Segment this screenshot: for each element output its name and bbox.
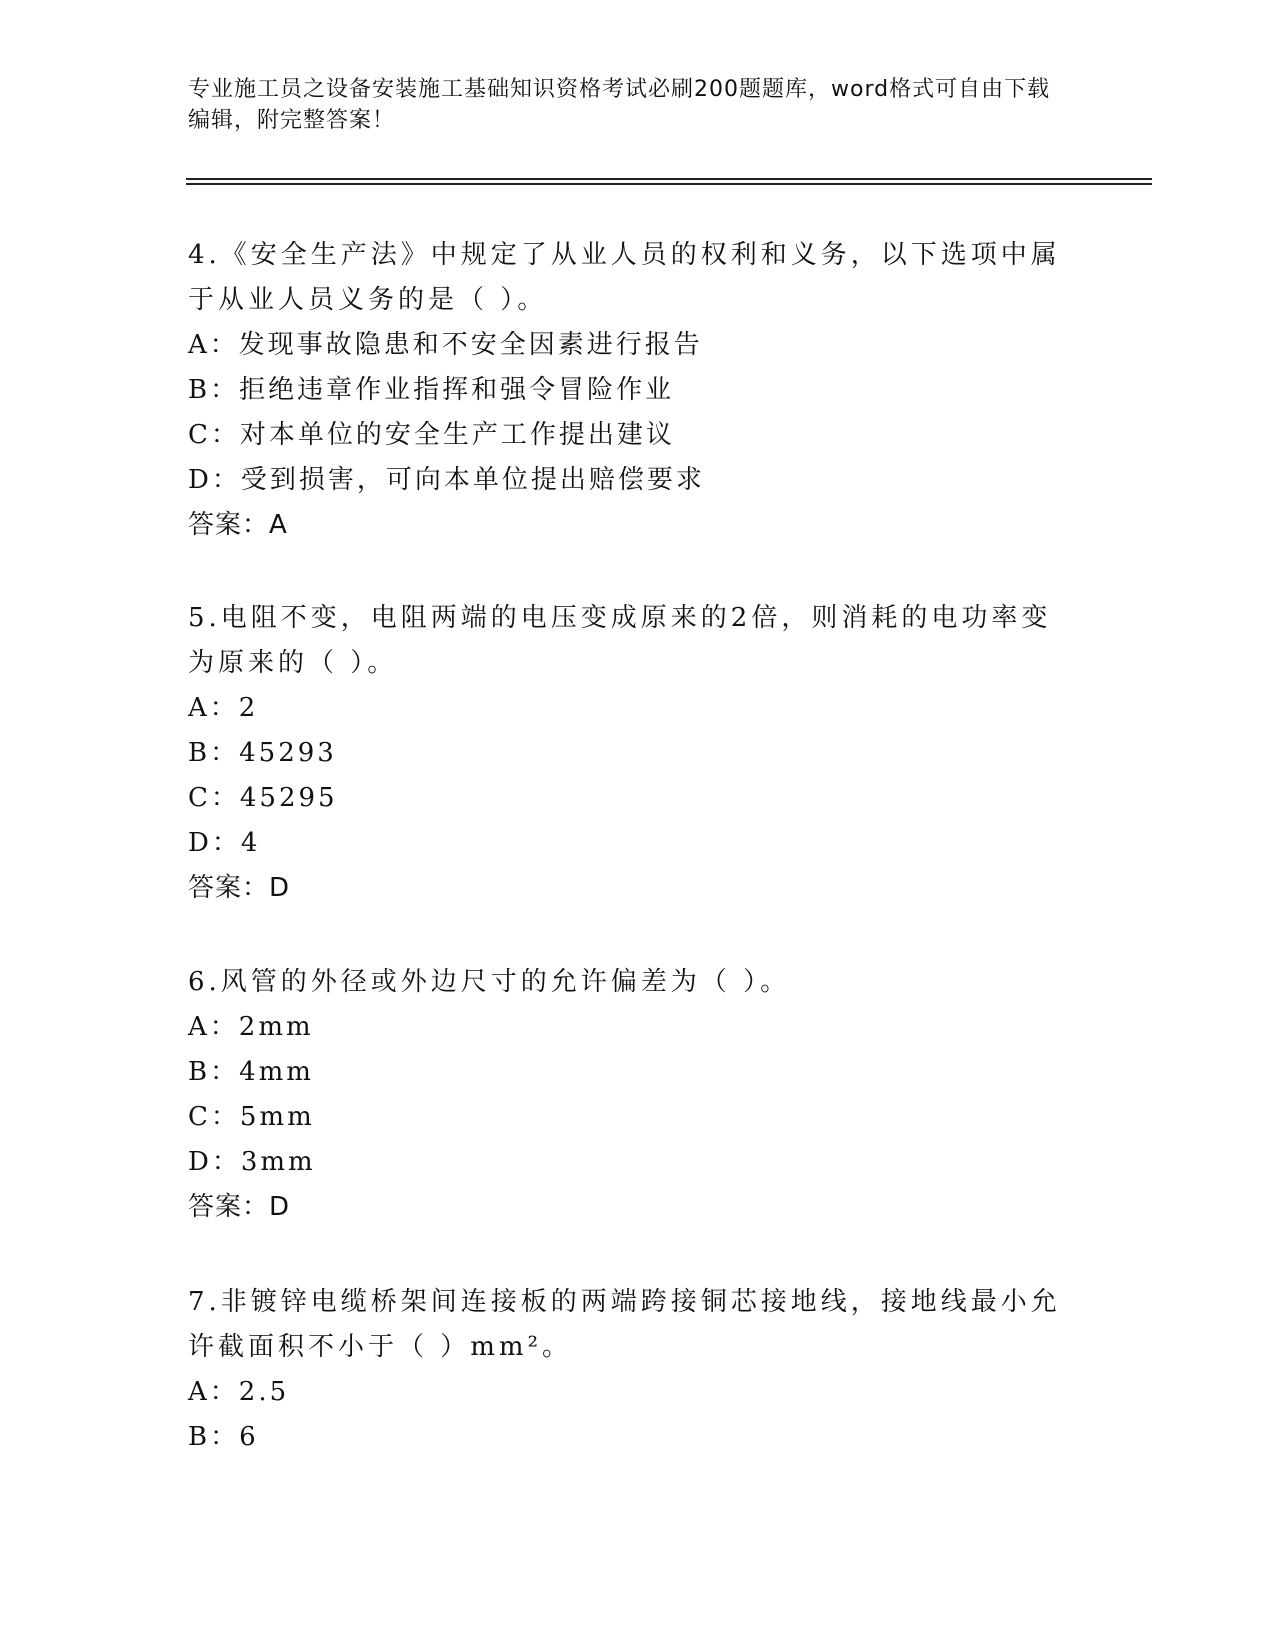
answer: 答案：D <box>188 1192 291 1222</box>
option-a: A：2 <box>188 693 259 723</box>
option-d: D：受到损害，可向本单位提出赔偿要求 <box>188 465 705 495</box>
option-b: B：6 <box>188 1422 259 1452</box>
option-c: C：对本单位的安全生产工作提出建议 <box>188 420 675 450</box>
option-d: D：3mm <box>188 1147 316 1177</box>
option-b: B：拒绝违章作业指挥和强令冒险作业 <box>188 375 675 405</box>
header-divider-bottom <box>186 183 1152 185</box>
question-6 <box>188 960 1068 1230</box>
answer: 答案：D <box>188 873 291 903</box>
option-a: A：2mm <box>188 1012 314 1042</box>
option-a: A：发现事故隐患和不安全因素进行报告 <box>188 330 703 360</box>
question-7 <box>188 1280 1068 1460</box>
question-4 <box>188 233 1068 548</box>
document-header: 专业施工员之设备安装施工基础知识资格考试必刷200题题库，word格式可自由下载编辑，附完整答案！ <box>188 77 1051 133</box>
question-stem: 5.电阻不变，电阻两端的电压变成原来的2倍，则消耗的电功率变为原来的（ ）。 <box>188 603 1052 678</box>
option-b: B：45293 <box>188 738 337 768</box>
question-5 <box>188 596 1068 911</box>
option-d: D：4 <box>188 828 261 858</box>
header-divider-top <box>186 178 1152 180</box>
question-stem: 4.《安全生产法》中规定了从业人员的权利和义务，以下选项中属于从业人员义务的是（ ）。 <box>188 240 1061 315</box>
option-b: B：4mm <box>188 1057 314 1087</box>
option-a: A：2.5 <box>188 1377 290 1407</box>
option-c: C：45295 <box>188 783 338 813</box>
answer: 答案：A <box>188 510 288 540</box>
question-stem: 7.非镀锌电缆桥架间连接板的两端跨接铜芯接地线，接地线最小允许截面积不小于（ ）mm²。 <box>188 1287 1061 1362</box>
option-c: C：5mm <box>188 1102 315 1132</box>
question-stem: 6.风管的外径或外边尺寸的允许偏差为（ ）。 <box>188 967 791 997</box>
